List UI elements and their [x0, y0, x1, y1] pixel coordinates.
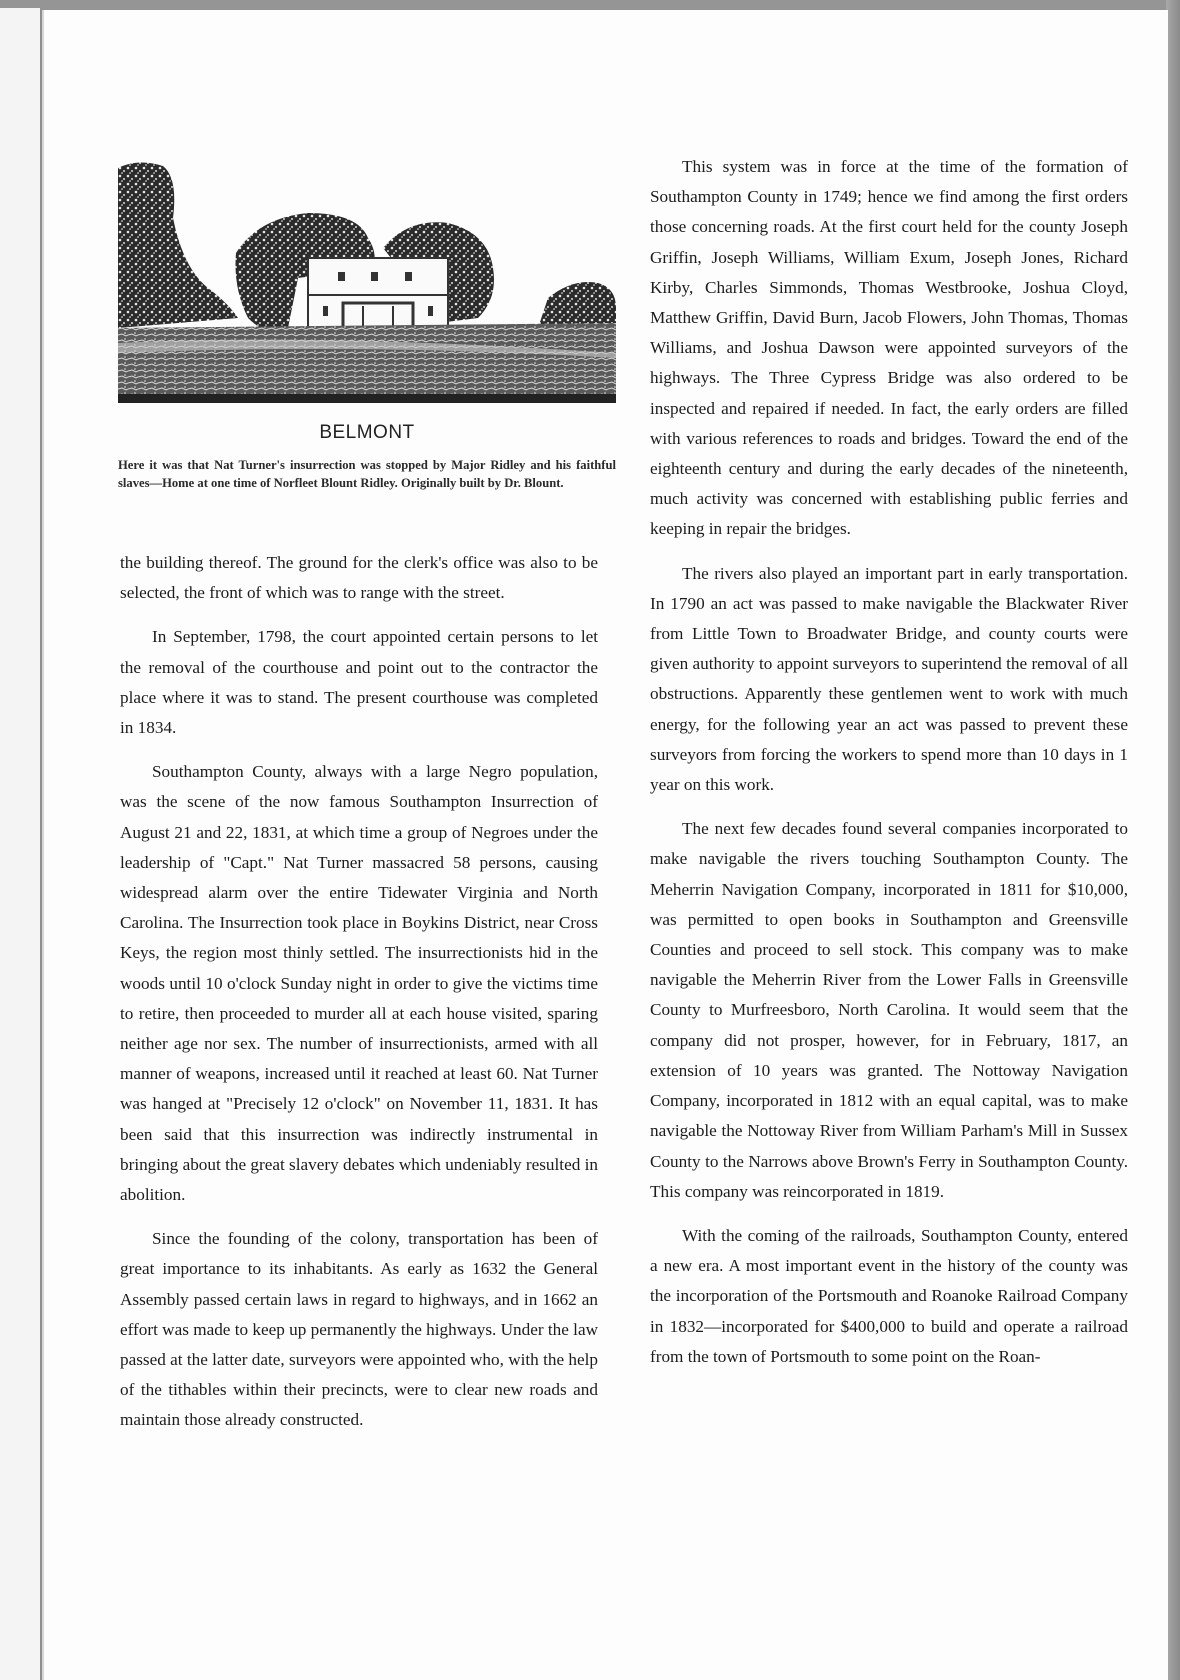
- paragraph: The next few decades found several companies incorporated to make navigable the rivers touching Southampton County. The Meherrin Navigation Company, incorporated in 1811 for $10,000, was permitted to open books in Southampton and Greensville Counties and proceed to sell stock. This company was to make navigable the Meherrin River from the Lower Falls in Greensville County to Murfreesboro, North Carolina. It would seem that the company did not prosper, however, for in February, 1817, an extension of 10 years was granted. The Nottoway Navigation Company, incorporated in 1812 with an equal capital, was to make navigable the Nottoway River from William Parham's Mill in Sussex County to the Narrows above Brown's Ferry in Southampton County. This company was reincorporated in 1819.: [650, 819, 1128, 1201]
- house-engraving-image: [118, 158, 616, 408]
- belmont-figure: [118, 158, 616, 492]
- paragraph: the building thereof. The ground for the clerk's office was also to be selected, the front of which was to range with the street.: [120, 553, 598, 603]
- paragraph: With the coming of the railroads, Southampton County, entered a new era. A most important event in the history of the county was the incorporation of the Portsmouth and Roanoke Railroad Company in 1832—incorporated for $400,000 to build and operate a railroad from the town of Portsmouth to some point on the Roan-: [650, 1225, 1128, 1366]
- bush-right: [538, 282, 616, 328]
- lawn: [118, 323, 616, 403]
- figure-caption: Here it was that Nat Turner's insurrection was stopped by Major Ridley and his faithful slaves—Home at one time of Norfleet Blount Ridley. Originally built by Dr. Blount.: [118, 458, 616, 490]
- paragraph: This system was in force at the time of the formation of Southampton County in 1749; hence we find among the first orders those concerning roads. At the first court held for the county Joseph Griffin, Joseph Williams, William Exum, Joseph Jones, Richard Kirby, Charles Simmonds, Thomas Westbrooke, Joshua Cloyd, Matthew Griffin, David Burn, Jacob Flowers, John Thomas, Thomas Williams, and Joshua Dawson were appointed surveyors of the highways. The Three Cypress Bridge was also ordered to be inspected and repaired if needed. In fact, the early orders are filled with various references to roads and bridges. Toward the end of the eighteenth century and during the early decades of the nineteenth, much activity was concerned with establishing public ferries and keeping in repair the bridges.: [650, 157, 1128, 539]
- tree-left: [118, 162, 238, 328]
- scan-left-margin: [0, 8, 40, 1680]
- paragraph: In September, 1798, the court appointed certain persons to let the removal of the courthouse and point out to the contractor the place where it was to stand. The present courthouse was completed in 1834.: [120, 627, 598, 738]
- figure-title: BELMONT: [319, 422, 415, 443]
- scan-right-edge: [1166, 0, 1180, 1680]
- right-column: [650, 152, 1128, 1386]
- scan-top-edge: [0, 0, 1180, 10]
- belmont-illustration: [118, 158, 616, 408]
- left-column: [120, 548, 598, 1450]
- paragraph: Southampton County, always with a large Negro population, was the scene of the now famous Southampton Insurrection of August 21 and 22, 1831, at which time a group of Negroes under the leadership of "Capt." Nat Turner massacred 58 persons, causing widespread alarm over the entire Tidewater Virginia and North Carolina. The Insurrection took place in Boykins District, near Cross Keys, the region most thinly settled. The insurrectionists hid in the woods until 10 o'clock Sunday night in order to give the victims time to retire, then proceeded to murder all at each house visited, sparing neither age nor sex. The number of insurrectionists, armed with all manner of weapons, increased until it reached at least 60. Nat Turner was hanged at "Precisely 12 o'clock" on November 11, 1831. It has been said that this insurrection was indirectly instrumental in bringing about the great slavery debates which undeniably resulted in abolition.: [120, 762, 598, 1205]
- paragraph: The rivers also played an important part in early transportation. In 1790 an act was passed to make navigable the Blackwater River from Little Town to Broadwater Bridge, and county courts were given authority to appoint surveyors to superintend the removal of all obstructions. Apparently these gentlemen went to work with much energy, for the following year an act was passed to prevent these surveyors from forcing the workers to spend more than 10 days in 1 year on this work.: [650, 563, 1128, 795]
- paragraph: Since the founding of the colony, transportation has been of great importance to its inhabitants. As early as 1632 the General Assembly passed certain laws in regard to highways, and in 1662 an effort was made to keep up permanently the highways. Under the law passed at the latter date, surveyors were appointed who, with the help of the tithables within their precincts, were to clear new roads and maintain those already constructed.: [120, 1229, 598, 1430]
